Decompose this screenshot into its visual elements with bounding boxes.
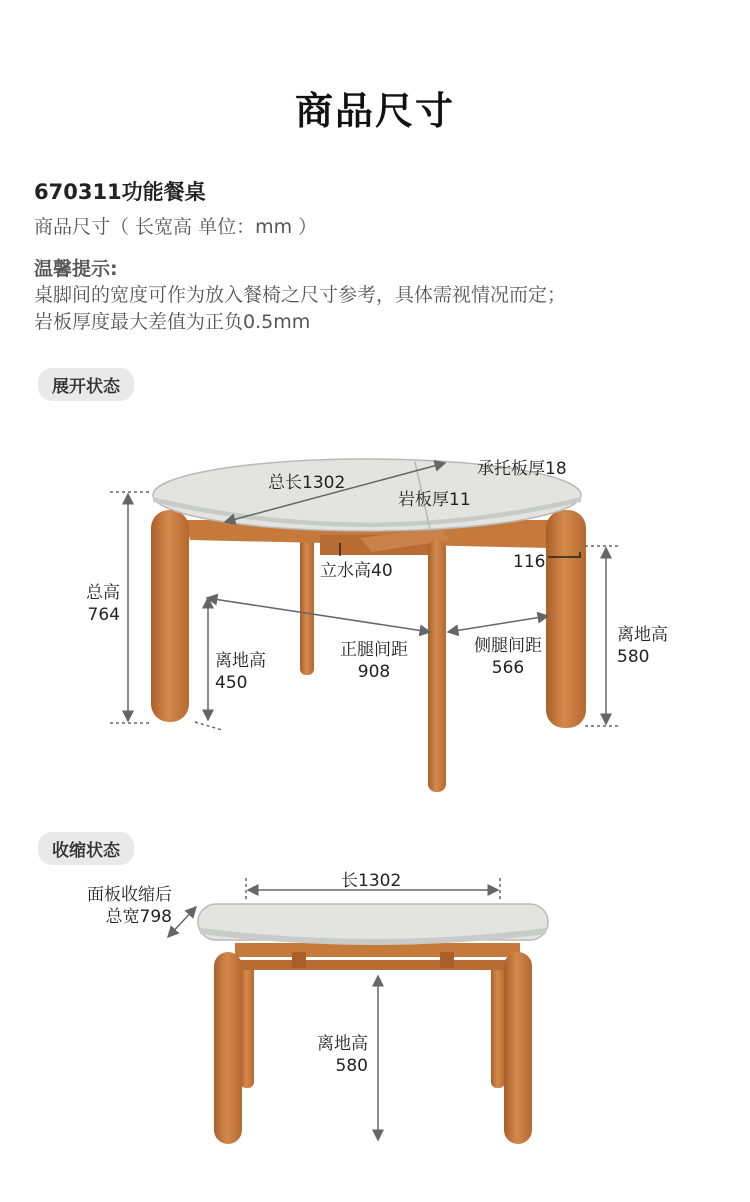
folded-ground-height-dimension (300, 1033, 368, 1077)
folded-width-dimension (60, 884, 172, 928)
folded-state-label: 收缩状态 (38, 832, 134, 865)
folded-ground-height-value: 580 (335, 1056, 368, 1076)
folded-table-drawing (198, 904, 548, 1144)
ground-height-right-value: 580 (617, 647, 650, 667)
folded-length-label: 长1302 (341, 871, 402, 891)
front-leg-gap-dimension (334, 639, 414, 683)
side-leg-gap-label: 侧腿间距 (474, 636, 542, 656)
ground-height-right-dimension (617, 624, 668, 668)
size-unit-note: 商品尺寸（ 长宽高 单位：mm ） (34, 216, 318, 238)
offset-label: 116 (513, 552, 546, 572)
total-length-label: 总长1302 (268, 473, 346, 493)
ground-height-left-dimension (215, 650, 266, 694)
tips-line-1: 桌脚间的宽度可作为放入餐椅之尺寸参考，具体需视情况而定； (34, 284, 567, 306)
tips-line-2: 岩板厚度最大差值为正负0.5mm (34, 311, 311, 333)
ground-height-left-value: 450 (215, 673, 248, 693)
side-leg-gap-dimension (468, 635, 548, 679)
total-height-label: 总高 (86, 583, 120, 603)
total-height-value: 764 (87, 605, 120, 625)
expanded-state-label: 展开状态 (38, 368, 134, 401)
tips-title: 温馨提示: (34, 258, 118, 280)
front-leg-gap-label: 正腿间距 (340, 640, 408, 660)
slab-thickness-label: 岩板厚11 (398, 490, 471, 510)
product-name: 670311功能餐桌 (34, 180, 206, 204)
total-height-dimension (70, 582, 120, 626)
page-title: 商品尺寸 (294, 89, 455, 133)
front-leg-gap-value: 908 (357, 662, 391, 682)
side-leg-gap-value: 566 (491, 658, 525, 678)
ground-height-left-label: 离地高 (215, 651, 266, 671)
folded-width-value: 总宽798 (105, 907, 172, 927)
apron-height-label: 立水高40 (320, 561, 393, 581)
support-board-label: 承托板厚18 (477, 459, 567, 479)
folded-ground-height-label: 离地高 (317, 1034, 368, 1054)
folded-width-label: 面板收缩后 (87, 885, 172, 905)
expanded-table-drawing (151, 459, 586, 792)
ground-height-right-label: 离地高 (617, 625, 668, 645)
